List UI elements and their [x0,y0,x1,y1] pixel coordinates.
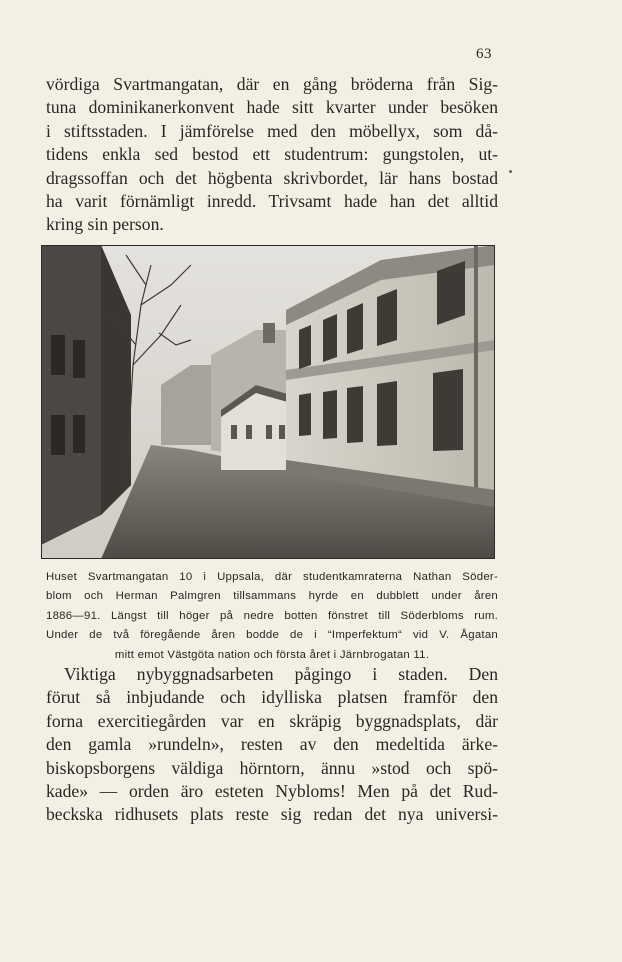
margin-mark [509,170,512,173]
text-line: den gamla »rundeln», resten av den medeltida ärke- [46,734,498,755]
text-line: forna exercitiegården var en skräpig byggnadsplats, där [46,710,498,731]
text-line: beckska ridhusets plats reste sig redan det nya universi- [46,804,498,825]
caption-line: Huset Svartmangatan 10 i Uppsala, där studentkamraterna Nathan Söder- [46,571,498,583]
bottom-paragraph [46,663,498,827]
caption-line: Under de två föregående åren bodde de i “Imperfektum“ vid V. Ågatan [46,629,498,642]
text-line: biskopsborgens väldiga hörntorn, ännu »stod och spö- [46,757,498,778]
street-photograph [41,245,495,559]
text-line: ha varit förnämligt inredd. Trivsamt hade han det alltid [46,191,498,212]
text-line: kade» — orden äro esteten Nybloms! Men på det Rud- [46,781,498,802]
text-line: tidens enkla sed bestod ett studentrum: gungstolen, ut- [46,144,498,165]
caption-line: blom och Herman Palmgren tillsammans hyrde en dubblett under åren [46,590,498,603]
top-paragraph [46,73,498,237]
text-line: tuna dominikanerkonvent hade sitt kvarter under besöken [46,97,498,118]
caption-line: 1886—91. Längst till höger på nedre botten fönstret till Söderbloms rum. [46,609,498,622]
text-line: vördiga Svartmangatan, där en gång bröderna från Sig- [46,74,498,94]
text-line: dragssoffan och det högbenta skrivbordet, lär hans bostad [46,167,498,188]
photo-caption [46,568,498,665]
page-number: 63 [476,46,492,62]
text-line: Viktiga nybyggnadsarbeten pågingo i staden. Den [64,664,498,684]
text-line: i stiftsstaden. I jämförelse med den möbellyx, som då- [46,120,498,141]
caption-line: mitt emot Västgöta nation och första året i Järnbrogatan 11. [114,648,430,661]
text-line: förut så inbjudande och idylliska platsen framför den [46,687,498,708]
text-line: kring sin person. [46,214,164,235]
